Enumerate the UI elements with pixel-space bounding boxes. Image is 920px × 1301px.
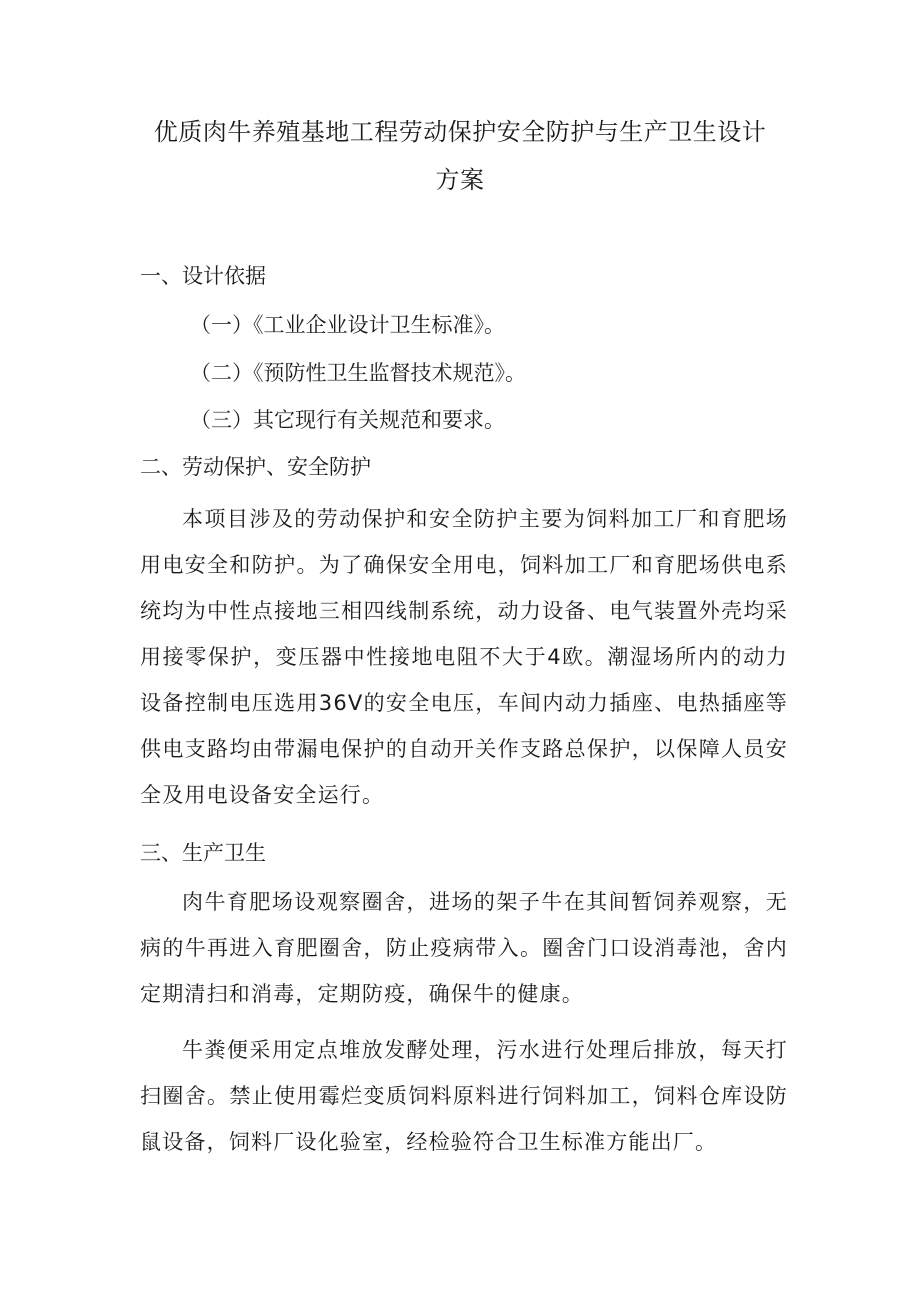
section-2-heading: 二、劳动保护、安全防护 [140, 455, 371, 479]
section-3-paragraph-2: 牛粪便采用定点堆放发酵处理，污水进行处理后排放，每天打扫圈舍。禁止使用霉烂变质饲料原料进行饲料加工，饲料仓库设防鼠设备，饲料厂设化验室，经检验符合卫生标准方能出厂。 [140, 1038, 788, 1154]
section-3-paragraph-1: 肉牛育肥场设观察圈舍，进场的架子牛在其间暂饲养观察，无病的牛再进入育肥圈舍，防止疫病带入。圈舍门口设消毒池，舍内定期清扫和消毒，定期防疫，确保牛的健康。 [140, 890, 788, 1006]
section-1-heading: 一、设计依据 [140, 264, 266, 288]
section-2-paragraph: 本项目涉及的劳动保护和安全防护主要为饲料加工厂和育肥场用电安全和防护。为了确保安全用电，饲料加工厂和育肥场供电系统均为中性点接地三相四线制系统，动力设备、电气装置外壳均采用接零保护，变压器中性接地电阻不大于4欧。潮湿场所内的动力设备控制电压选用36V的安全电压，车间内动力插座、电热插座等供电支路均由带漏电保护的自动开关作支路总保护，以保障人员安全及用电设备安全运行。 [140, 507, 788, 807]
document-title-line-1: 优质肉牛养殖基地工程劳动保护安全防护与生产卫生设计 [153, 118, 767, 146]
document-title-line-2: 方案 [435, 166, 485, 194]
section-1-item-1: （一）《工业企业设计卫生标准》。 [190, 313, 505, 337]
section-1-item-2: （二）《预防性卫生监督技术规范》。 [190, 361, 526, 385]
section-1-item-3: （三）其它现行有关规范和要求。 [190, 408, 505, 432]
section-3-heading: 三、生产卫生 [140, 841, 266, 865]
